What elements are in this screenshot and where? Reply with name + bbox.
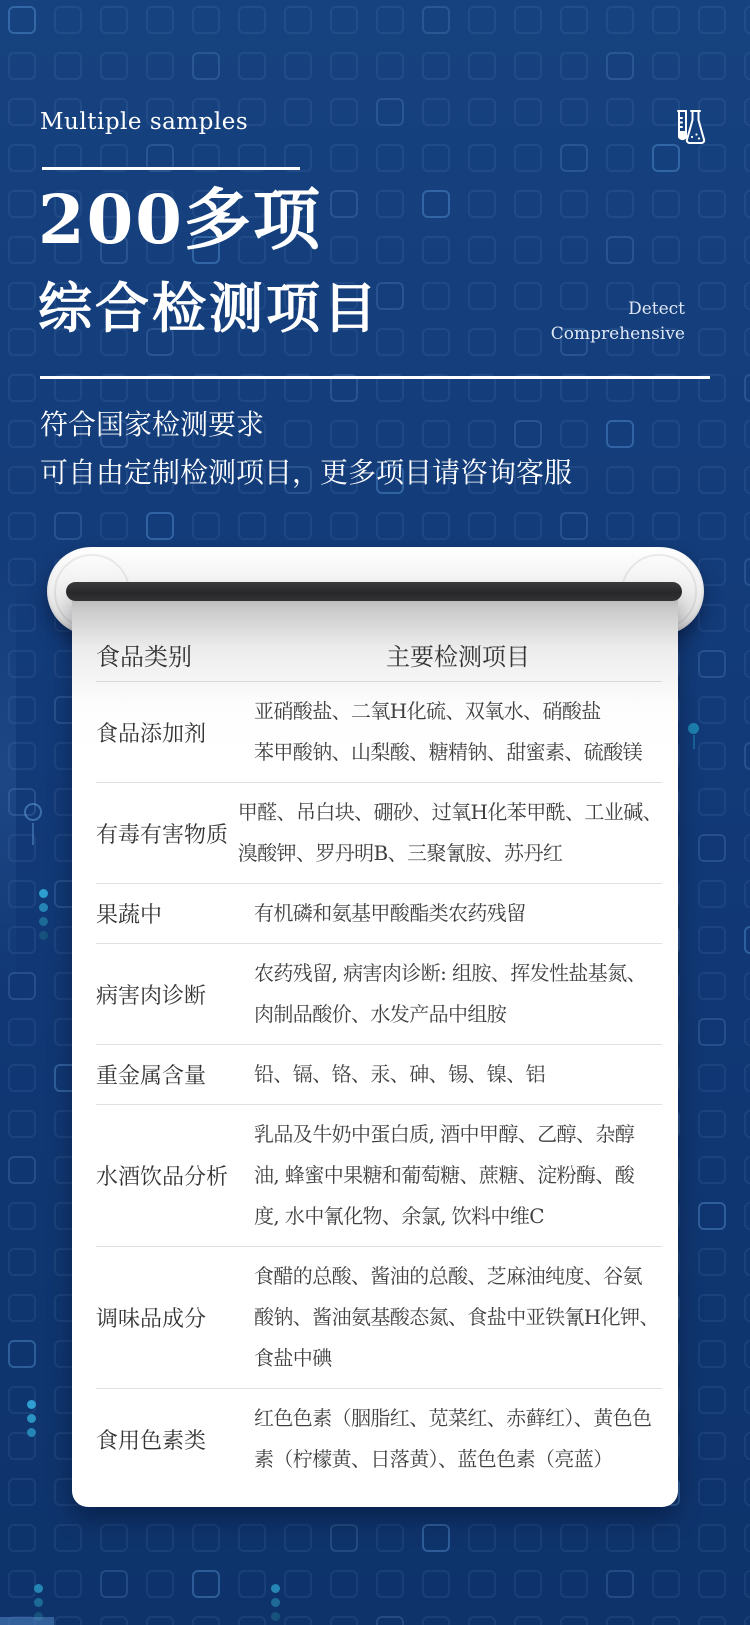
items-line: 有机磷和氨基甲酸酯类农药残留: [254, 901, 526, 925]
full-divider: [40, 376, 710, 379]
lab-glassware-icon: [674, 110, 706, 146]
items-line: 肉制品酸价、水发产品中组胺: [254, 1002, 507, 1026]
side-caption-line1: Detect: [628, 299, 685, 319]
category-cell: 食用色素类: [96, 1428, 207, 1454]
category-cell: 食品添加剂: [96, 721, 207, 747]
items-line: 酸钠、酱油氨基酸态氮、食盐中亚铁氰H化钾、: [254, 1305, 659, 1329]
column-header-category: 食品类别: [96, 643, 192, 671]
subtitle-line1: 符合国家检测要求: [40, 408, 265, 441]
side-caption: [551, 297, 685, 346]
category-cell: 调味品成分: [96, 1307, 207, 1332]
title-line2: 综合检测项目: [38, 276, 380, 340]
items-line: 素（柠檬黄、日落黄）、蓝色色素（亮蓝）: [254, 1447, 613, 1471]
category-cell: 水酒饮品分析: [96, 1165, 229, 1190]
items-line: 乳品及牛奶中蛋白质, 酒中甲醇、乙醇、杂醇: [254, 1122, 635, 1146]
category-cell: 病害肉诊断: [96, 983, 207, 1009]
page-title: [38, 180, 380, 340]
category-cell: 重金属含量: [96, 1064, 207, 1089]
items-line: 食盐中碘: [254, 1346, 332, 1370]
items-line: 油, 蜂蜜中果糖和葡萄糖、蔗糖、淀粉酶、酸: [254, 1163, 635, 1187]
category-cell: 有毒有害物质: [96, 822, 229, 848]
side-caption-line2: Comprehensive: [550, 323, 685, 344]
category-cell: 果蔬中: [96, 903, 163, 928]
subtitle-line2: 可自由定制检测项目，更多项目请咨询客服: [40, 456, 573, 489]
items-line: 度, 水中氰化物、余氯, 饮料中维C: [254, 1204, 544, 1228]
eyebrow-text: Multiple samples: [40, 109, 249, 135]
items-line: 甲醛、吊白块、硼砂、过氧H化苯甲酰、工业碱、: [237, 800, 662, 824]
items-line: 农药残留, 病害肉诊断: 组胺、挥发性盐基氮、: [254, 961, 647, 985]
items-line: 亚硝酸盐、二氧H化硫、双氧水、硝酸盐: [254, 699, 601, 723]
items-line: 红色色素（胭脂红、苋菜红、赤藓红）、黄色色: [254, 1406, 652, 1430]
items-line: 苯甲酸钠、山梨酸、糖精钠、甜蜜素、硫酸镁: [254, 740, 642, 764]
items-line: 食醋的总酸、酱油的总酸、芝麻油纯度、谷氨: [254, 1264, 642, 1288]
title-line1: 200多项: [38, 180, 322, 259]
short-divider: [42, 167, 300, 170]
column-header-items: 主要检测项目: [386, 643, 530, 671]
items-line: 溴酸钾、罗丹明B、三聚氰胺、苏丹红: [237, 841, 563, 865]
items-line: 铅、镉、铬、汞、砷、锡、镍、铝: [254, 1062, 545, 1086]
